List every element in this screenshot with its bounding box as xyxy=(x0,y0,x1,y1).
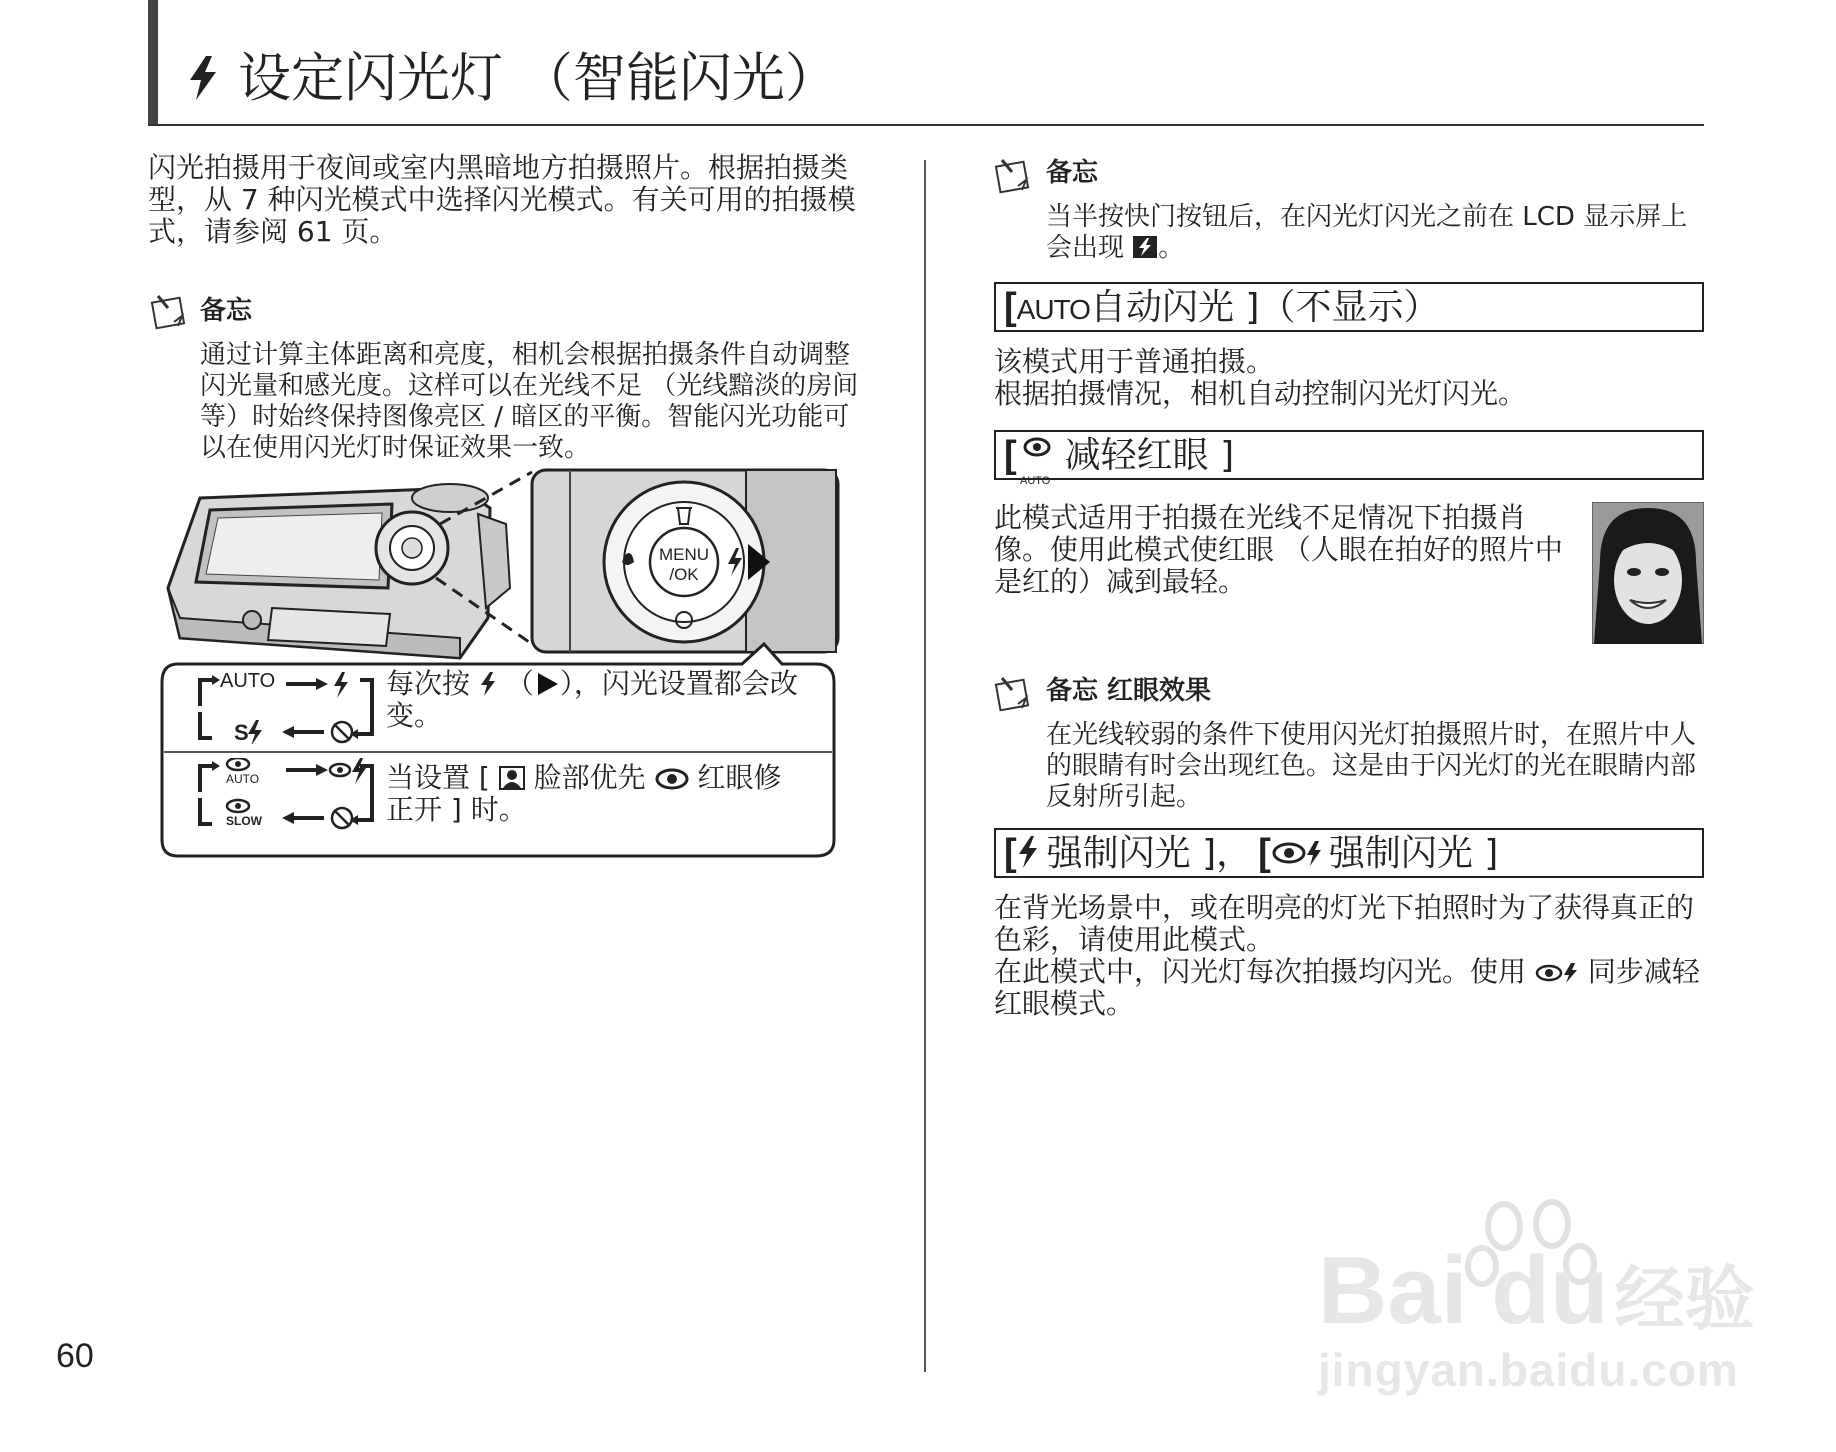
auto-flash-header: [AUTO自动闪光 ]（不显示） xyxy=(994,282,1704,332)
flash-forced-icon xyxy=(334,672,348,698)
memo-note-icon xyxy=(992,156,1034,194)
flash-forced-icon xyxy=(1017,835,1039,869)
title-underline xyxy=(148,124,1704,126)
page-title-text: 设定闪光灯 （智能闪光） xyxy=(238,48,838,109)
memo-heading-top: 备忘 xyxy=(1046,158,1099,188)
memo-note-icon xyxy=(992,674,1034,712)
red-eye-forced-icon xyxy=(1271,838,1323,868)
forced-flash-body: 在背光场景中，或在明亮的灯光下拍照时为了获得真正的色彩，请使用此模式。 在此模式中，闪光灯每次拍摄均闪光。使用 同步减轻红眼模式。 xyxy=(994,891,1700,1020)
menu-ok-label: MENU xyxy=(658,545,710,564)
red-eye-correction-icon xyxy=(655,768,689,790)
watermark-brand: Bai du经验 xyxy=(1318,1237,1755,1344)
watermark-url: jingyan.baidu.com xyxy=(1318,1344,1739,1396)
red-eye-auto-sub: AUTO xyxy=(226,772,260,786)
menu-ok-label-2: /OK xyxy=(669,565,699,584)
memo-heading: 备忘 xyxy=(200,296,253,326)
right-button-icon xyxy=(534,671,560,697)
flash-cycle-diagram-1 xyxy=(190,672,380,744)
flash-icon xyxy=(186,54,220,102)
memo-body xyxy=(200,340,864,464)
memo-redeye-body: 在光线较弱的条件下使用闪光灯拍摄照片时，在照片中人的眼睛有时会出现红色。这是由于闪光灯的光在眼睛内部反射所引起。 xyxy=(1046,720,1697,812)
flash-cycle-diagram-2 xyxy=(190,758,380,830)
flash-icon xyxy=(479,671,497,697)
red-eye-header: [ AUTO 减轻红眼 ] xyxy=(994,430,1704,480)
auto-flash-body: 该模式用于普通拍摄。 根据拍摄情况，相机自动控制闪光灯闪光。 xyxy=(994,345,1527,410)
slow-sync-icon xyxy=(248,720,262,744)
title-accent-bar xyxy=(148,0,158,126)
page-title xyxy=(186,44,838,114)
memo-body-text: 通过计算主体距离和亮度，相机会根据拍摄条件自动调整闪光量和感光度。这样可以在光线不足 （光线黯淡的房间等）时始终保持图像亮区 / 暗区的平衡。智能闪光功能可以在使用闪光灯时保证效果一致。 xyxy=(200,340,859,463)
red-eye-slow-sub: SLOW xyxy=(226,814,262,828)
forced-flash-header: [ 强制闪光 ]， [ 强制闪光 ] xyxy=(994,828,1704,878)
red-eye-body: 此模式适用于拍摄在光线不足情况下拍摄肖像。使用此模式使红眼 （人眼在拍好的照片中是红的）减到最轻。 xyxy=(994,501,1563,598)
auto-flash-label: AUTO xyxy=(220,670,276,692)
face-priority-icon xyxy=(499,766,525,790)
page-number: 60 xyxy=(56,1337,94,1375)
svg-text:S: S xyxy=(234,720,249,744)
memo-heading-redeye: 备忘 红眼效果 xyxy=(1046,676,1212,706)
red-eye-sync-icon xyxy=(1535,962,1579,984)
intro-paragraph xyxy=(148,152,864,248)
callout-text-1: 每次按 （ ），闪光设置都会改变。 xyxy=(386,667,798,732)
column-divider xyxy=(924,160,926,1372)
callout-text-2: 当设置 [ 脸部优先 红眼修正开 ] 时。 xyxy=(386,761,782,826)
intro-text: 闪光拍摄用于夜间或室内黑暗地方拍摄照片。根据拍摄类型，从 7 种闪光模式中选择闪光模式。有关可用的拍摄模式，请参阅 61 页。 xyxy=(148,151,856,248)
memo-top-body: 当半按快门按钮后，在闪光灯闪光之前在 LCD 显示屏上会出现 。 xyxy=(1046,202,1688,263)
memo-note-icon xyxy=(148,292,190,330)
portrait-photo xyxy=(1592,502,1704,644)
flash-indicator-icon xyxy=(1132,235,1158,259)
